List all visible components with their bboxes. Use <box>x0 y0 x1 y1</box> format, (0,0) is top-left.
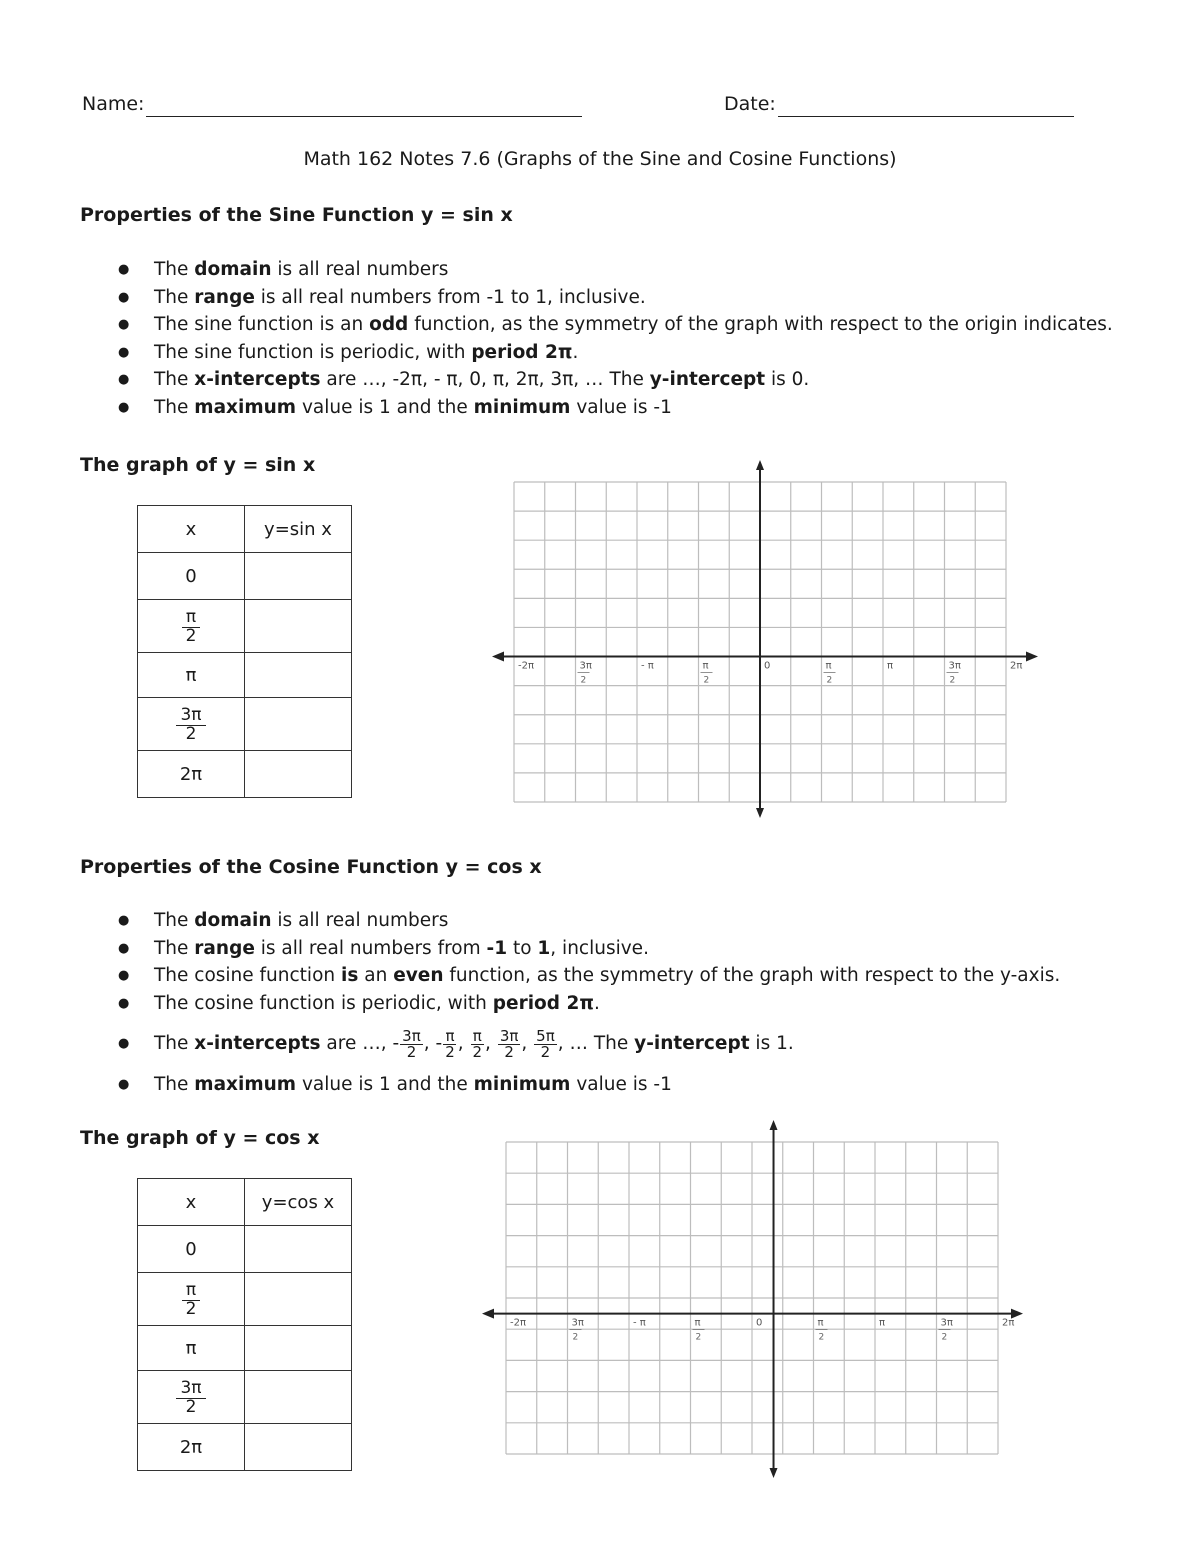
cosine-value-table <box>137 1178 352 1471</box>
list-item: ● The sine function is an odd function, as the symmetry of the graph with respect to the origin indicates. <box>118 314 1113 335</box>
table-cell-answer[interactable] <box>245 1226 352 1273</box>
axis-tick-label: π <box>702 660 709 672</box>
list-item: ● The x-intercepts are …, - $\frac{3\pi}{2}$ , - $\frac{\pi}{2}$ , $\frac{\pi}{2}$ , $\frac{3\pi}{2}$ , $\frac{5\pi}{2}$ , … The y-intercept is 1. <box>118 1026 794 1061</box>
table-cell-answer[interactable] <box>245 698 352 751</box>
axis-tick-label: π <box>825 660 832 672</box>
table-cell-x: π <box>138 1326 245 1371</box>
sine-heading: Properties of the Sine Function y = sin x <box>80 204 513 226</box>
sine-value-table <box>137 505 352 798</box>
sine-graph-grid[interactable] <box>490 458 1040 820</box>
table-cell-answer[interactable] <box>245 1371 352 1424</box>
list-item: ● The cosine function is periodic, with period 2π. <box>118 992 600 1014</box>
table-cell-x: $\frac{\pi}{2}$ <box>138 1273 245 1326</box>
table-cell-x: 2π <box>138 751 245 798</box>
table-cell-answer[interactable] <box>245 751 352 798</box>
axis-tick-label: 3π <box>948 660 961 672</box>
date-label: Date: <box>724 93 776 115</box>
table-cell-x: π <box>138 653 245 698</box>
axis-tick-denominator: 2 <box>826 675 833 686</box>
axis-tick-denominator: 2 <box>703 675 710 686</box>
axis-tick-denominator: 2 <box>580 675 587 686</box>
axis-tick-label: π <box>817 1317 824 1329</box>
list-item: ● The maximum value is 1 and the minimum value is -1 <box>118 1074 672 1095</box>
axis-tick-label: 2π <box>1010 660 1023 672</box>
x-axis-arrow-left <box>492 652 504 662</box>
list-item: ● The sine function is periodic, with period 2π. <box>118 341 579 363</box>
list-item: ● The range is all real numbers from -1 to 1, inclusive. <box>118 937 649 959</box>
axis-tick-label: π <box>887 660 894 672</box>
axis-tick-label: - π <box>641 660 654 672</box>
cosine-graph-label: The graph of y = cos x <box>80 1127 320 1149</box>
axis-tick-label: -2π <box>510 1317 526 1329</box>
table-cell-answer[interactable] <box>245 1326 352 1371</box>
y-axis-arrow-up <box>756 460 764 470</box>
table-header-x: x <box>138 1179 245 1226</box>
sine-graph-label: The graph of y = sin x <box>80 454 316 476</box>
cosine-heading: Properties of the Cosine Function y = cos x <box>80 856 542 878</box>
axis-tick-label: π <box>879 1317 886 1329</box>
table-cell-x: $\frac{3\pi}{2}$ <box>138 1371 245 1424</box>
list-item: ● The domain is all real numbers <box>118 910 449 931</box>
table-cell-answer[interactable] <box>245 553 352 600</box>
table-cell-x: 0 <box>138 1226 245 1273</box>
x-axis-arrow-right <box>1026 652 1038 662</box>
y-axis-arrow-down <box>756 808 764 818</box>
axis-tick-label: 3π <box>571 1317 584 1329</box>
axis-tick-denominator: 2 <box>572 1332 579 1343</box>
axis-tick-label: -2π <box>518 660 534 672</box>
sine-properties-list <box>118 256 1113 421</box>
axis-tick-label: 0 <box>756 1317 763 1329</box>
list-item: ● The x-intercepts are …, -2π, - π, 0, π, 2π, 3π, … The y-intercept is 0. <box>118 369 810 390</box>
table-cell-x: $\frac{3\pi}{2}$ <box>138 698 245 751</box>
table-cell-answer[interactable] <box>245 653 352 698</box>
y-axis-arrow-down <box>770 1468 778 1478</box>
cosine-properties-list <box>118 907 1061 1099</box>
table-header-y: y=cos x <box>245 1179 352 1226</box>
axis-tick-denominator: 2 <box>949 675 956 686</box>
list-item: ● The domain is all real numbers <box>118 259 449 280</box>
list-item: ● The maximum value is 1 and the minimum value is -1 <box>118 396 672 418</box>
table-cell-x: $\frac{\pi}{2}$ <box>138 600 245 653</box>
axis-tick-denominator: 2 <box>695 1332 702 1343</box>
table-cell-x: 0 <box>138 553 245 600</box>
table-cell-answer[interactable] <box>245 1273 352 1326</box>
axis-tick-label: π <box>694 1317 701 1329</box>
axis-tick-label: - π <box>633 1317 646 1329</box>
axis-tick-label: 2π <box>1002 1317 1015 1329</box>
page-title: Math 162 Notes 7.6 (Graphs of the Sine and Cosine Functions) <box>303 148 897 170</box>
table-cell-answer[interactable] <box>245 600 352 653</box>
axis-tick-denominator: 2 <box>941 1332 948 1343</box>
axis-tick-label: 3π <box>579 660 592 672</box>
axis-tick-denominator: 2 <box>818 1332 825 1343</box>
table-header-x: x <box>138 506 245 553</box>
table-header-y: y=sin x <box>245 506 352 553</box>
axis-tick-label: 3π <box>940 1317 953 1329</box>
y-axis-arrow-up <box>770 1120 778 1130</box>
list-item: ● The cosine function is an even function, as the symmetry of the graph with respect to the y-axis. <box>118 965 1061 986</box>
date-field[interactable] <box>778 116 1074 117</box>
table-cell-answer[interactable] <box>245 1424 352 1471</box>
list-item: ● The range is all real numbers from -1 to 1, inclusive. <box>118 286 646 308</box>
x-axis-arrow-left <box>482 1309 494 1319</box>
cosine-graph-grid[interactable] <box>480 1118 1025 1480</box>
axis-tick-label: 0 <box>764 660 771 672</box>
name-label: Name: <box>82 93 145 115</box>
name-field[interactable] <box>146 116 582 117</box>
table-cell-x: 2π <box>138 1424 245 1471</box>
